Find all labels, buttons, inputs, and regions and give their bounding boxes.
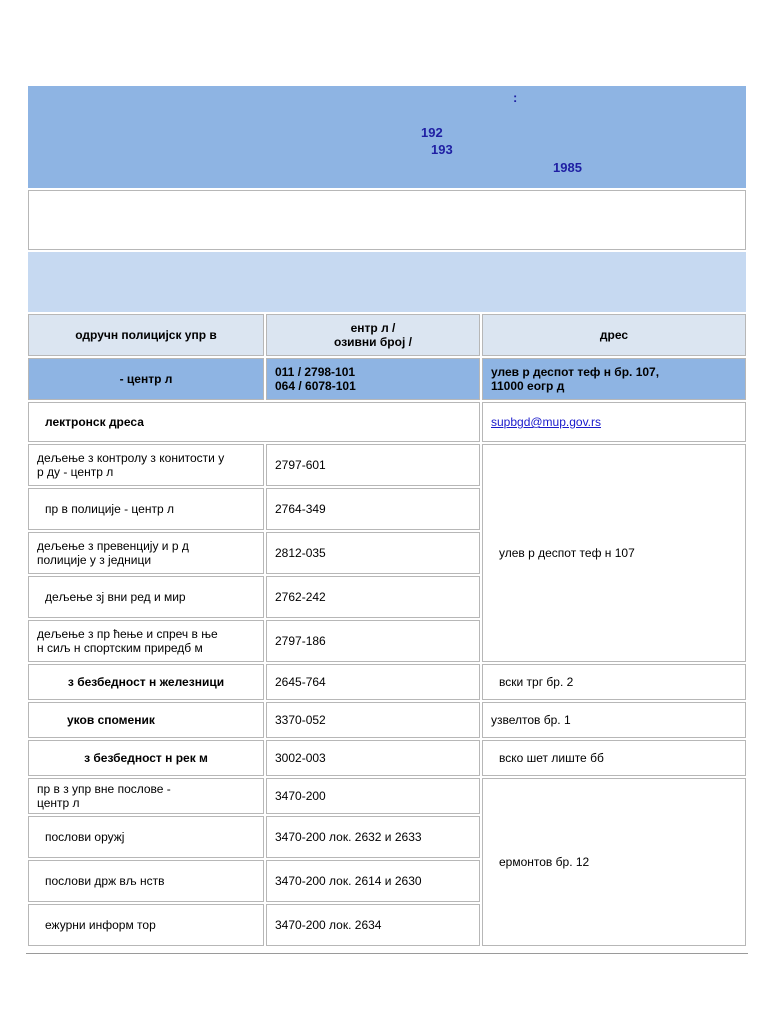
col-header-phone-line2: озивни број / xyxy=(334,335,412,349)
row-address: узвелтов бр. 1 xyxy=(482,702,746,738)
row-name: уков споменик xyxy=(28,702,264,738)
blank-band xyxy=(28,190,746,250)
light-band xyxy=(28,252,746,312)
row-name xyxy=(28,444,264,486)
central-phone-1: 011 / 2798-101 xyxy=(275,365,356,379)
header-line-3: 193 xyxy=(431,142,453,157)
central-address xyxy=(482,358,746,400)
table-row xyxy=(28,778,746,814)
blank-row xyxy=(28,190,746,250)
row-phone: 3002-003 xyxy=(266,740,480,776)
column-header-row xyxy=(28,314,746,356)
col-header-phone xyxy=(266,314,480,356)
central-name: - центр л xyxy=(28,358,264,400)
row-name-line1: дељење з контролу з конитости у xyxy=(37,451,225,465)
header-banner xyxy=(28,86,746,188)
central-row xyxy=(28,358,746,400)
row-name-line1: дељење з пр ћење и спреч в ње xyxy=(37,627,218,641)
row-name: послови држ вљ нств xyxy=(28,860,264,902)
email-label: лектронск дреса xyxy=(28,402,480,442)
central-phones xyxy=(266,358,480,400)
police-directory-table xyxy=(26,84,748,948)
central-address-line1: улев р деспот теф н бр. 107, xyxy=(491,365,660,379)
email-cell xyxy=(482,402,746,442)
row-name-line2: р ду - центр л xyxy=(37,465,114,479)
central-phone-2: 064 / 6078-101 xyxy=(275,379,356,393)
header-line-1: : xyxy=(513,90,518,105)
row-name xyxy=(28,532,264,574)
row-phone: 2762-242 xyxy=(266,576,480,618)
central-address-line2: 11000 еогр д xyxy=(491,379,565,393)
row-address: вско шет лиште бб xyxy=(482,740,746,776)
row-name: дељење зј вни ред и мир xyxy=(28,576,264,618)
row-name-line1: пр в з упр вне послове - xyxy=(37,782,171,796)
table-row xyxy=(28,740,746,776)
row-name xyxy=(28,778,264,814)
group3-address: ермонтов бр. 12 xyxy=(482,778,746,946)
row-name: з безбедност н рек м xyxy=(28,740,264,776)
table-row xyxy=(28,702,746,738)
row-phone: 2645-764 xyxy=(266,664,480,700)
row-name: пр в полиције - центр л xyxy=(28,488,264,530)
row-phone: 2764-349 xyxy=(266,488,480,530)
header-line-4: 1985 xyxy=(553,160,582,175)
row-name-line1: дељење з превенцију и р д xyxy=(37,539,189,553)
email-row xyxy=(28,402,746,442)
bottom-divider xyxy=(26,953,748,954)
row-phone: 2797-601 xyxy=(266,444,480,486)
table-row xyxy=(28,444,746,486)
col-header-phone-line1: ентр л / xyxy=(350,321,396,335)
row-phone: 3470-200 лок. 2632 и 2633 xyxy=(266,816,480,858)
row-address: вски трг бр. 2 xyxy=(482,664,746,700)
row-name-line2: полиције у з једници xyxy=(37,553,152,567)
row-name-line2: н сиљ н спортским приредб м xyxy=(37,641,203,655)
row-phone: 3470-200 лок. 2634 xyxy=(266,904,480,946)
email-link[interactable]: supbgd@mup.gov.rs xyxy=(491,415,602,429)
light-band-row xyxy=(28,252,746,312)
header-row xyxy=(28,86,746,188)
row-phone: 3470-200 xyxy=(266,778,480,814)
row-phone: 3470-200 лок. 2614 и 2630 xyxy=(266,860,480,902)
row-name: ежурни информ тор xyxy=(28,904,264,946)
row-name: послови оружј xyxy=(28,816,264,858)
col-header-address: дрес xyxy=(482,314,746,356)
header-line-2: 192 xyxy=(421,125,443,140)
row-name xyxy=(28,620,264,662)
directory-table-wrapper xyxy=(26,84,748,948)
row-phone: 2812-035 xyxy=(266,532,480,574)
row-phone: 2797-186 xyxy=(266,620,480,662)
table-row xyxy=(28,664,746,700)
row-name-line2: центр л xyxy=(37,796,80,810)
group1-address: улев р деспот теф н 107 xyxy=(482,444,746,662)
row-name: з безбедност н железници xyxy=(28,664,264,700)
row-phone: 3370-052 xyxy=(266,702,480,738)
col-header-unit: одручн полицијск упр в xyxy=(28,314,264,356)
